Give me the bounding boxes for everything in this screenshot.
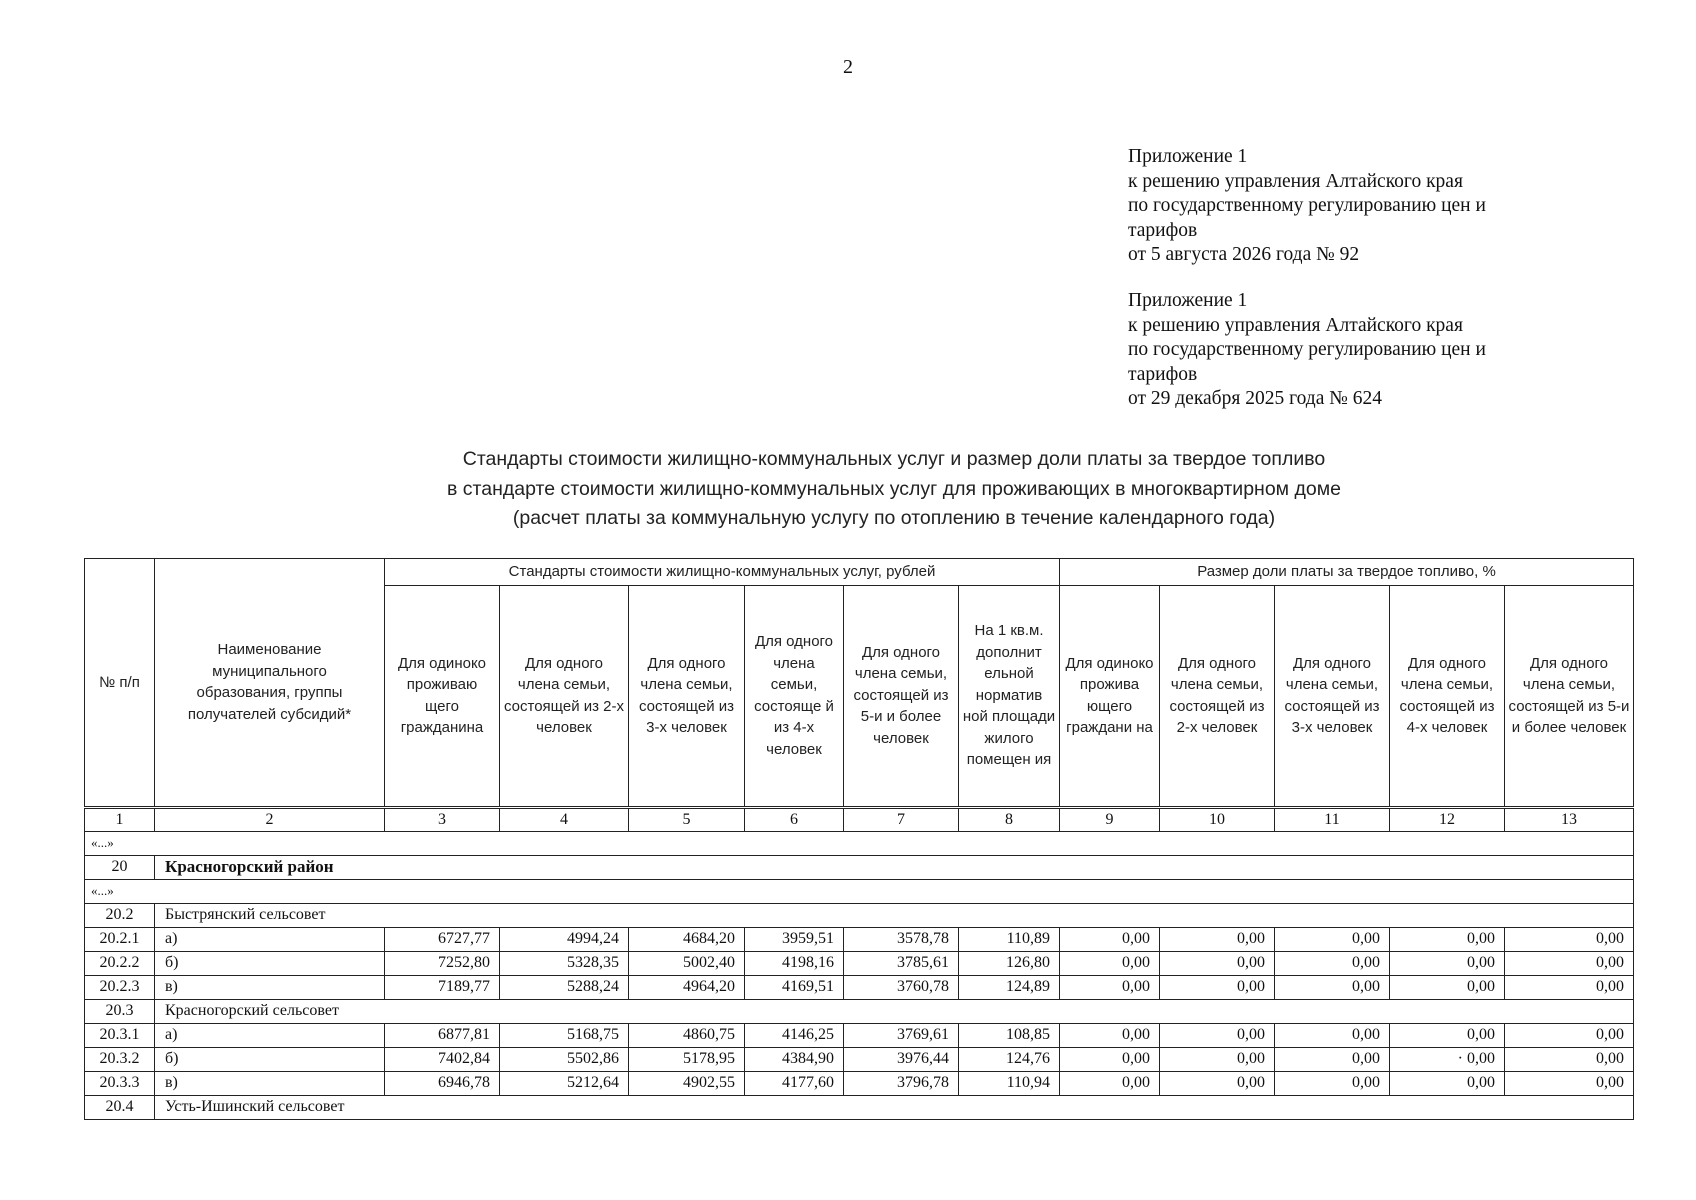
cost-cell: 4146,25 xyxy=(745,1023,844,1047)
appendix-line: по государственному регулированию цен и xyxy=(1128,195,1486,216)
appendix-line: тарифов xyxy=(1128,363,1198,385)
share-cell: 0,00 xyxy=(1060,927,1160,951)
section-row xyxy=(85,903,1634,927)
table-row xyxy=(85,1047,1634,1071)
cost-cell: 5168,75 xyxy=(500,1023,629,1047)
ellipsis-row xyxy=(85,879,1634,903)
column-number: 3 xyxy=(385,807,500,831)
cost-cell: 124,89 xyxy=(959,975,1060,999)
cost-cell: 4177,60 xyxy=(745,1071,844,1095)
cost-cell: 6877,81 xyxy=(385,1023,500,1047)
cost-cell: 7189,77 xyxy=(385,975,500,999)
appendix-line: к решению управления Алтайского края xyxy=(1128,170,1463,192)
cost-cell: 3796,78 xyxy=(844,1071,959,1095)
table-row xyxy=(85,975,1634,999)
cost-cell: 5178,95 xyxy=(629,1047,745,1071)
section-number: 20.3 xyxy=(85,999,155,1023)
appendix-line: по государственному регулированию цен и xyxy=(1128,339,1486,360)
cost-cell: 6946,78 xyxy=(385,1071,500,1095)
appendix-note-current xyxy=(1128,145,1588,268)
cost-cell: 110,89 xyxy=(959,927,1060,951)
section-name: Усть-Ишинский сельсовет xyxy=(155,1095,1634,1119)
share-cell: 0,00 xyxy=(1275,951,1390,975)
page-number: 2 xyxy=(843,56,853,78)
cost-cell: 3959,51 xyxy=(745,927,844,951)
table-row xyxy=(85,1071,1634,1095)
share-cell: 0,00 xyxy=(1275,975,1390,999)
cost-cell: 5002,40 xyxy=(629,951,745,975)
cost-cell: 4384,90 xyxy=(745,1047,844,1071)
cost-cell: 5502,86 xyxy=(500,1047,629,1071)
row-group: в) xyxy=(155,1071,385,1095)
cost-cell: 3785,61 xyxy=(844,951,959,975)
ellipsis-row xyxy=(85,831,1634,855)
section-name: Быстрянский сельсовет xyxy=(155,903,1634,927)
cost-cell: 6727,77 xyxy=(385,927,500,951)
title-line: Стандарты стоимости жилищно-коммунальных услуг и размер доли платы за твердое топливо xyxy=(462,448,1326,470)
column-number: 5 xyxy=(629,807,745,831)
column-number: 2 xyxy=(155,807,385,831)
cost-cell: 4902,55 xyxy=(629,1071,745,1095)
column-number: 10 xyxy=(1160,807,1275,831)
cost-cell: 126,80 xyxy=(959,951,1060,975)
share-cell: 0,00 xyxy=(1160,975,1275,999)
cost-cell: 3769,61 xyxy=(844,1023,959,1047)
district-row xyxy=(85,855,1634,879)
column-number: 1 xyxy=(85,807,155,831)
share-cell: 0,00 xyxy=(1505,1047,1634,1071)
cost-cell: 5288,24 xyxy=(500,975,629,999)
header-share-col: Для одного члена семьи, состоящей из 3-х человек xyxy=(1275,585,1390,807)
row-number: 20.2.3 xyxy=(85,975,155,999)
share-cell: 0,00 xyxy=(1275,927,1390,951)
header-cost-col: Для одного члена семьи, состоящей из 3-х человек xyxy=(629,585,745,807)
share-cell: 0,00 xyxy=(1060,951,1160,975)
cost-cell: 4860,75 xyxy=(629,1023,745,1047)
cost-cell: 4169,51 xyxy=(745,975,844,999)
share-cell: 0,00 xyxy=(1390,1023,1505,1047)
district-number: 20 xyxy=(85,855,155,879)
share-cell: 0,00 xyxy=(1060,1047,1160,1071)
section-row xyxy=(85,1095,1634,1119)
row-group: а) xyxy=(155,927,385,951)
header-share-col: Для одиноко прожива ющего граждани на xyxy=(1060,585,1160,807)
column-number-row xyxy=(85,807,1634,831)
appendix-line: Приложение 1 xyxy=(1128,290,1248,311)
header-share-col: Для одного члена семьи, состоящей из 2-х человек xyxy=(1160,585,1275,807)
row-group: а) xyxy=(155,1023,385,1047)
column-number: 9 xyxy=(1060,807,1160,831)
table-row xyxy=(85,1023,1634,1047)
header-cost-col: Для одного члена семьи, состоящей из 2-х человек xyxy=(500,585,629,807)
share-cell: 0,00 xyxy=(1505,927,1634,951)
column-number: 7 xyxy=(844,807,959,831)
share-cell: · 0,00 xyxy=(1390,1047,1505,1071)
header-share-col: Для одного члена семьи, состоящей из 5-и и более человек xyxy=(1505,585,1634,807)
row-group: в) xyxy=(155,975,385,999)
share-cell: 0,00 xyxy=(1060,975,1160,999)
table-row xyxy=(85,951,1634,975)
cost-cell: 4198,16 xyxy=(745,951,844,975)
cost-cell: 108,85 xyxy=(959,1023,1060,1047)
cost-cell: 3578,78 xyxy=(844,927,959,951)
table-row xyxy=(85,927,1634,951)
share-cell: 0,00 xyxy=(1505,1023,1634,1047)
row-number: 20.3.3 xyxy=(85,1071,155,1095)
document-title xyxy=(0,445,1696,534)
share-cell: 0,00 xyxy=(1505,1071,1634,1095)
cost-cell: 5212,64 xyxy=(500,1071,629,1095)
tariff-table xyxy=(84,558,1634,1120)
share-cell: 0,00 xyxy=(1160,1023,1275,1047)
share-cell: 0,00 xyxy=(1160,1071,1275,1095)
column-number: 8 xyxy=(959,807,1060,831)
header-group-share: Размер доли платы за твердое топливо, % xyxy=(1060,559,1634,586)
cost-cell: 7252,80 xyxy=(385,951,500,975)
section-number: 20.4 xyxy=(85,1095,155,1119)
cost-cell: 124,76 xyxy=(959,1047,1060,1071)
cost-cell: 3976,44 xyxy=(844,1047,959,1071)
sections-body xyxy=(85,903,1634,1119)
appendix-note-previous xyxy=(1128,289,1588,412)
cost-cell: 4964,20 xyxy=(629,975,745,999)
header-group-cost: Стандарты стоимости жилищно-коммунальных услуг, рублей xyxy=(385,559,1060,586)
appendix-line: от 29 декабря 2025 года № 624 xyxy=(1128,388,1382,409)
share-cell: 0,00 xyxy=(1275,1071,1390,1095)
header-no: № п/п xyxy=(85,559,155,808)
cost-cell: 110,94 xyxy=(959,1071,1060,1095)
header-cost-col: Для одного члена семьи, состоящей из 5-и и более человек xyxy=(844,585,959,807)
share-cell: 0,00 xyxy=(1160,951,1275,975)
ellipsis-mark: «...» xyxy=(85,879,1634,903)
district-name: Красногорский район xyxy=(155,855,1634,879)
share-cell: 0,00 xyxy=(1060,1023,1160,1047)
appendix-line: тарифов xyxy=(1128,219,1198,241)
header-cost-col: Для одиноко проживаю щего гражданина xyxy=(385,585,500,807)
row-group: б) xyxy=(155,1047,385,1071)
share-cell: 0,00 xyxy=(1505,975,1634,999)
appendix-line: к решению управления Алтайского края xyxy=(1128,314,1463,336)
row-number: 20.3.1 xyxy=(85,1023,155,1047)
section-number: 20.2 xyxy=(85,903,155,927)
share-cell: 0,00 xyxy=(1060,1071,1160,1095)
section-row xyxy=(85,999,1634,1023)
share-cell: 0,00 xyxy=(1160,927,1275,951)
cost-cell: 4994,24 xyxy=(500,927,629,951)
title-line: в стандарте стоимости жилищно-коммунальных услуг для проживающих в многоквартирном доме xyxy=(447,477,1341,500)
header-cost-col: На 1 кв.м. дополнит ельной норматив ной площади жилого помещен ия xyxy=(959,585,1060,807)
cost-cell: 5328,35 xyxy=(500,951,629,975)
header-cost-col: Для одного члена семьи, состояще й из 4-х человек xyxy=(745,585,844,807)
column-number: 11 xyxy=(1275,807,1390,831)
row-group: б) xyxy=(155,951,385,975)
column-number: 12 xyxy=(1390,807,1505,831)
share-cell: 0,00 xyxy=(1275,1023,1390,1047)
share-cell: 0,00 xyxy=(1390,951,1505,975)
cost-cell: 7402,84 xyxy=(385,1047,500,1071)
column-number: 6 xyxy=(745,807,844,831)
row-number: 20.3.2 xyxy=(85,1047,155,1071)
row-number: 20.2.2 xyxy=(85,951,155,975)
title-line: (расчет платы за коммунальную услугу по отоплению в течение календарного года) xyxy=(512,507,1276,529)
section-name: Красногорский сельсовет xyxy=(155,999,1634,1023)
tariff-table-container xyxy=(84,558,1634,1120)
column-number: 13 xyxy=(1505,807,1634,831)
ellipsis-mark: «...» xyxy=(85,831,1634,855)
share-cell: 0,00 xyxy=(1390,975,1505,999)
share-cell: 0,00 xyxy=(1390,927,1505,951)
appendix-line: от 5 августа 2026 года № 92 xyxy=(1128,244,1360,265)
header-share-col: Для одного члена семьи, состоящей из 4-х человек xyxy=(1390,585,1505,807)
share-cell: 0,00 xyxy=(1505,951,1634,975)
column-number: 4 xyxy=(500,807,629,831)
appendix-line: Приложение 1 xyxy=(1128,146,1248,167)
cost-cell: 4684,20 xyxy=(629,927,745,951)
share-cell: 0,00 xyxy=(1275,1047,1390,1071)
cost-cell: 3760,78 xyxy=(844,975,959,999)
share-cell: 0,00 xyxy=(1390,1071,1505,1095)
share-cell: 0,00 xyxy=(1160,1047,1275,1071)
header-name: Наименование муниципального образования, группы получателей субсидий* xyxy=(155,559,385,808)
row-number: 20.2.1 xyxy=(85,927,155,951)
